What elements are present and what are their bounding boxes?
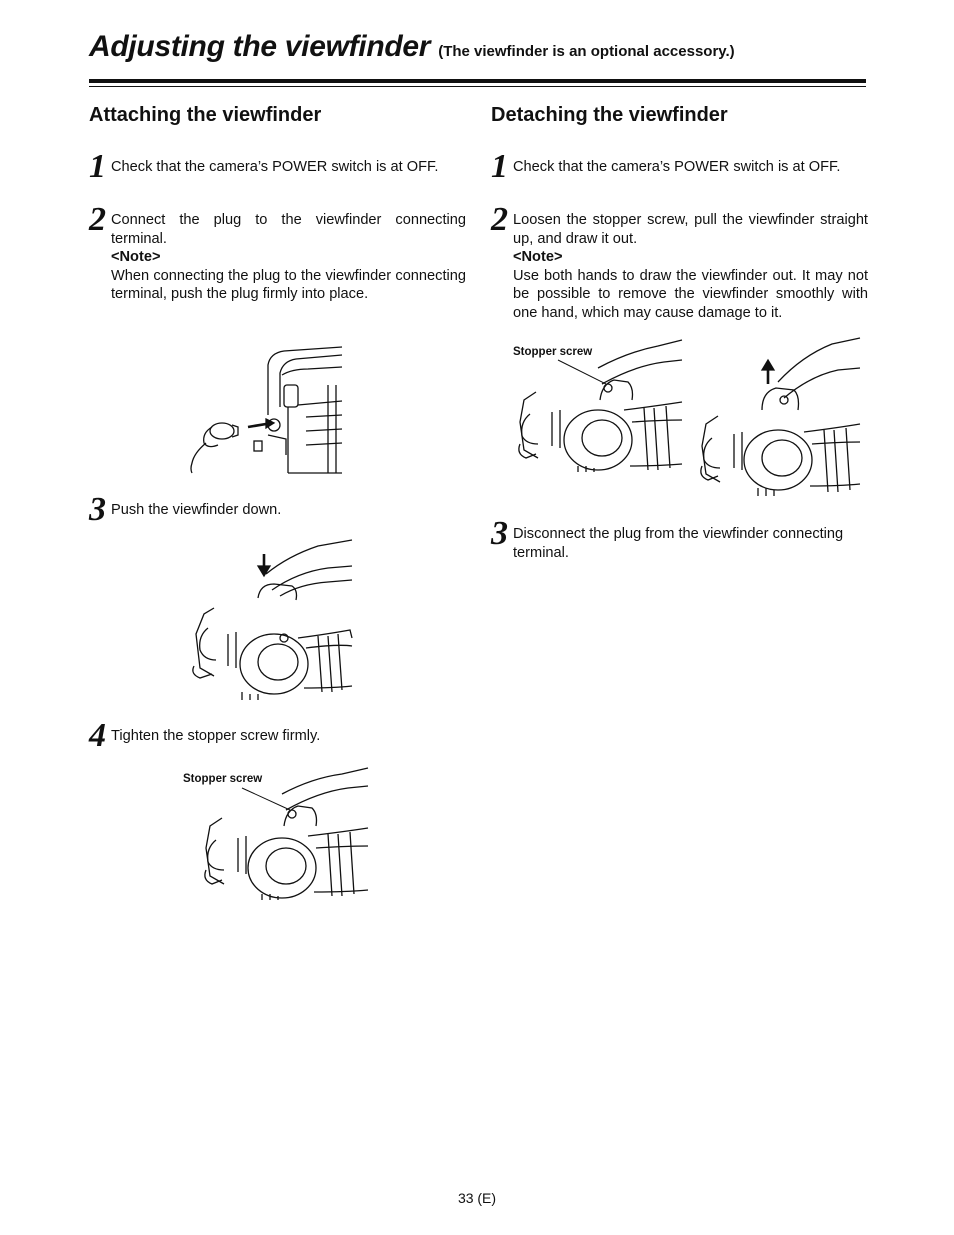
step-text: Loosen the stopper screw, pull the viewfinder straight up, and draw it out. — [513, 212, 868, 247]
tighten-stopper-screw-illustration — [202, 766, 370, 902]
attaching-step-1 — [89, 148, 466, 185]
attaching-step-3 — [89, 491, 466, 528]
plug-connection-illustration — [188, 345, 344, 477]
page-title-text: Adjusting the viewfinder — [89, 30, 431, 63]
step-number: 1 — [89, 148, 106, 185]
note-label: <Note> — [513, 249, 563, 266]
step-number: 3 — [491, 515, 508, 552]
note-text: When connecting the plug to the viewfinder connecting terminal, push the plug firmly into place. — [111, 267, 466, 303]
note-text: Use both hands to draw the viewfinder out. It may not be possible to remove the viewfinder smoothly with one hand, which may cause damage to it. — [513, 267, 868, 321]
step-number: 2 — [491, 201, 508, 238]
step-text: Tighten the stopper screw firmly. — [111, 728, 321, 744]
stopper-screw-callout: Stopper screw — [183, 773, 263, 785]
page-number: 33 (E) — [457, 1190, 497, 1206]
step-number: 1 — [491, 148, 508, 185]
attaching-step-4 — [89, 717, 466, 754]
loosen-stopper-screw-illustration — [516, 338, 684, 474]
step-number: 4 — [89, 717, 106, 754]
step-text: Check that the camera’s POWER switch is at OFF. — [111, 159, 439, 175]
note-label: <Note> — [111, 249, 161, 266]
page-subtitle: (The viewfinder is an optional accessory.) — [438, 43, 735, 60]
attaching-section-title: Attaching the viewfinder — [89, 104, 322, 126]
pull-viewfinder-out-illustration — [696, 336, 862, 498]
push-viewfinder-down-illustration — [188, 538, 354, 702]
detaching-step-3 — [491, 515, 868, 562]
step-text: Check that the camera’s POWER switch is at OFF. — [513, 159, 841, 175]
detaching-step-2 — [491, 201, 868, 323]
step-text: Connect the plug to the viewfinder connecting terminal. — [111, 212, 466, 247]
page-title — [89, 30, 735, 64]
detaching-section-title: Detaching the viewfinder — [491, 104, 728, 126]
attaching-step-2 — [89, 201, 466, 304]
header-rule-thin — [89, 86, 866, 87]
detaching-step-1 — [491, 148, 868, 185]
step-text: Disconnect the plug from the viewfinder connecting terminal. — [513, 526, 844, 561]
step-number: 3 — [89, 491, 106, 528]
header-rule-thick — [89, 79, 866, 83]
stopper-screw-callout: Stopper screw — [513, 346, 593, 358]
step-number: 2 — [89, 201, 106, 238]
step-text: Push the viewfinder down. — [111, 502, 282, 518]
